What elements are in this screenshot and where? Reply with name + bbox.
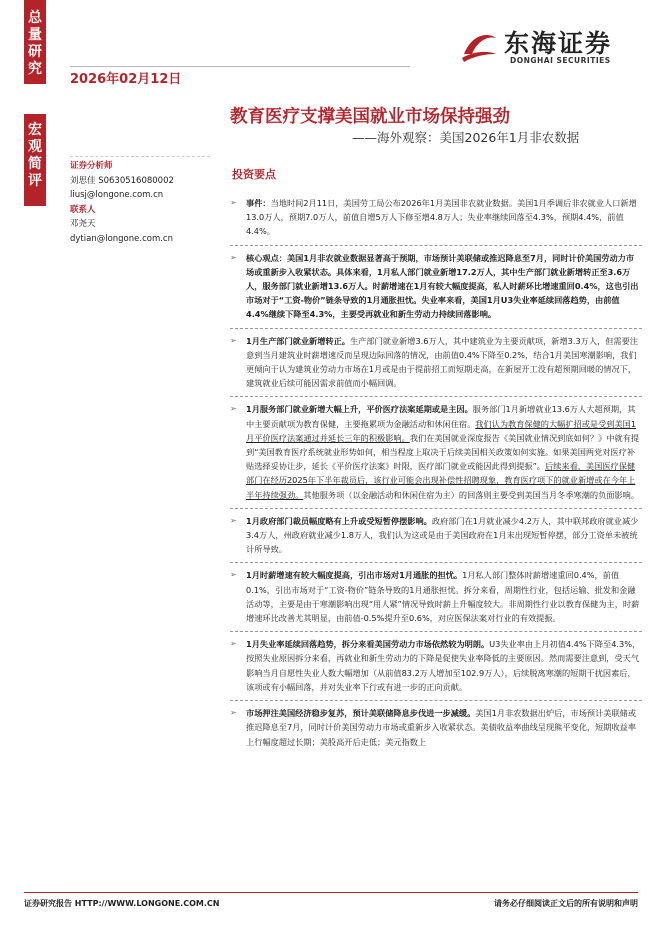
list-item (230, 251, 642, 322)
company-logo (458, 24, 638, 68)
bullet-arrow-icon: ➢ (230, 404, 237, 414)
logo-emblem-icon (458, 24, 500, 64)
bullet-lead: 1月时薪增速有较大幅度提高，引出市场对1月通胀的担忧。 (246, 570, 463, 581)
bullet-arrow-icon: ➢ (230, 515, 237, 525)
footer-rule (24, 892, 638, 893)
analyst-email[interactable]: liusj@longone.com.cn (70, 190, 164, 200)
divider (230, 700, 642, 701)
bullet-lead: 1月失业率延续回落趋势，拆分来看美国劳动力市场依然较为明朗。 (246, 639, 490, 650)
divider (230, 245, 642, 246)
bullet-arrow-icon: ➢ (230, 198, 237, 207)
divider (230, 508, 642, 509)
list-item (230, 196, 642, 239)
page-subtitle: ——海外观察：美国2026年1月非农数据 (352, 130, 580, 145)
bullet-text: 当地时间2月11日，美国劳工局公布2026年1月美国非农就业数据。美国1月季调后非农就业人口新增13.0万人，预期7.0万人，前值自增5万人下修至增4.8万人；失业率继续回落至4.3%，预期4.4%，前值4.4%。 (246, 198, 637, 237)
list-item (230, 334, 642, 391)
bullet-arrow-icon: ➢ (230, 335, 237, 345)
report-type-label: 宏观简评 (28, 122, 42, 189)
bullet-underlined-text: 后续来看，美国医疗保健部门在经历2025年下半年裁员后，该行业可能会出现补偿性招聘现象，教育医疗项下的就业新增或在今年上半年持续强劲。 (246, 461, 636, 500)
contact-email[interactable]: dytian@longone.com.cn (70, 233, 173, 244)
bullet-arrow-icon: ➢ (230, 639, 237, 649)
bullet-arrow-icon: ➢ (230, 570, 237, 580)
bullet-text: 我们在美国就业深度报告《美国就业情况到底如何？》中就有提到“美国教育医疗系统就业形势如何，相当程度上取决于后续美国相关政策如何实施。如果美国两党对医疗补贴选择妥协让步，延长《平价医疗法案》时限，医疗部门就业或能因此得到提振”。 (246, 432, 640, 472)
footer-disclaimer: 请务必仔细阅读正文后的所有说明和声明 (494, 899, 638, 908)
divider (230, 396, 642, 397)
footer-left[interactable]: 证券研究报告 HTTP://WWW.LONGONE.COM.CN (24, 899, 220, 908)
report-type-tab (24, 114, 46, 206)
bullet-lead: 市场押注美国经济稳步复苏，预计美联储降息步伐进一步减缓。 (246, 708, 476, 719)
list-item (230, 402, 642, 501)
report-category-tab (24, 0, 46, 84)
key-points-list (230, 196, 642, 749)
bullet-lead: 1月生产部门就业新增转正。 (246, 335, 350, 346)
logo-cn-text: 东海证券 (504, 29, 613, 58)
divider (230, 328, 642, 329)
list-item (230, 568, 642, 625)
analyst-divider (70, 156, 210, 157)
report-category-label: 总量研究 (28, 10, 42, 77)
analyst-section-label: 证券分析师 (70, 161, 113, 171)
header-rule (70, 66, 410, 67)
page-title: 教育医疗支撑美国就业市场保持强劲 (230, 107, 510, 127)
bullet-text: 美国1月非农数据出炉后，市场预计美联储或推迟降息至7月，同时计价美国劳动力市场或重新步入收紧状态。美债收益率曲线呈现熊平变化，短期收益率上行幅度超过长期；美股高开后走低；美元指数上 (246, 708, 637, 747)
analyst-panel (70, 156, 210, 246)
section-heading: 投资要点 (232, 168, 276, 181)
bullet-text: 核心观点：美国1月非农就业数据显著高于预期，市场预计美联储或推迟降息至7月，同时计价美国劳动力市场或重新步入收紧状态。具体来看，1月私人部门就业新增17.2万人，其中生产部门就业新增转正至3.6万人，服务部门就业新增13.6万人。时薪增速在1月有较大幅度提高，私人时薪环比增速重回0.4%，这也引出市场对于“工资-物价”链条导致的1月通胀担忧。失业率来看，美国1月U3失业率延续回落趋势，由前值4.4%继续下降至4.3%，主要受再就业和新生劳动力持续回落影响。 (246, 252, 639, 320)
bullet-lead: 1月政府部门裁员幅度略有上升或受短暂停摆影响。 (246, 515, 432, 526)
bullet-text: 其他服务项（以金融活动和休闲住宿为主）的回落则主要受到美国当月冬季寒潮的负面影响。 (303, 489, 640, 500)
contact-name: 邓尧天 (70, 219, 96, 229)
divider (230, 631, 642, 632)
bullet-lead: 1月服务部门就业新增大幅上升，平价医疗法案延期或是主因。 (246, 404, 473, 415)
bullet-text: 服务部门1月新增就业13.6万人大超预期，其中主要贡献项为教育保健，主要拖累项为金融活动和休闲住宿。 (246, 404, 636, 429)
bullet-text: 1月私人部门整体时薪增速重回0.4%，前值0.1%，引出市场对于“工资-物价”链条导致的1月通胀担忧。拆分来看，周期性行业，包括运输、批发和金融活动等，主要是由于寒潮影响出现“用人紧”情况导致时薪上升幅度较大。非周期性行业以教育保健为主，时薪增速环比改善尤其明显，由前值-0.5%提升至0.6%，对应医保法案对行业的有效提振。 (246, 570, 640, 624)
list-item (230, 706, 642, 749)
bullet-underlined-text: 我们认为教育保健的大幅扩招或是受到美国1月平价医疗法案通过并延长三年的积极影响。 (246, 418, 637, 443)
logo-en-text: DONGHAI SECURITIES (510, 56, 611, 65)
contact-label: 联系人 (70, 204, 96, 215)
analyst-name-license: 刘思佳 S0630516080002 (70, 175, 174, 186)
divider (230, 562, 642, 563)
bullet-text: 政府部门在1月就业减少4.2万人，其中联邦政府就业减少3.4万人，州政府就业减少1.8万人，我们认为这或是由于美国政府在1月末出现短暂停摆，部分工资单未被统计所导致。 (246, 515, 639, 555)
bullet-lead: 事件： (246, 198, 271, 208)
bullet-arrow-icon: ➢ (230, 252, 237, 262)
report-date: 2026年02月12日 (70, 72, 182, 87)
bullet-arrow-icon: ➢ (230, 708, 237, 718)
bullet-text: 生产部门就业新增3.6万人，其中建筑业为主要贡献项，新增3.3万人，但需要注意到当月建筑业时薪增速反而呈现边际回落的情况，由前值0.4%下降至0.2%，结合1月美国寒潮影响，我们更倾向于认为建筑业劳动力市场在1月或是由于提前招工而短期走高，在新屋开工没有超预期回暖的情况下，建筑就业后续可能因需求前值而小幅回调。 (246, 335, 638, 389)
list-item (230, 637, 642, 694)
bullet-text: U3失业率由上月初值4.4%下降至4.3%，按照失业原因拆分来看，再就业和新生劳动力的下降是促使失业率降低的主要原因。然而需要注意到，受天气影响当月自愿性失业人数大幅增加（从前值83.2万人增加至102.9万人），后续脱离寒潮的短期干扰因素后，该项或有小幅回落，并对失业率下行或有进一步的正向贡献。 (246, 639, 641, 692)
list-item (230, 514, 642, 557)
